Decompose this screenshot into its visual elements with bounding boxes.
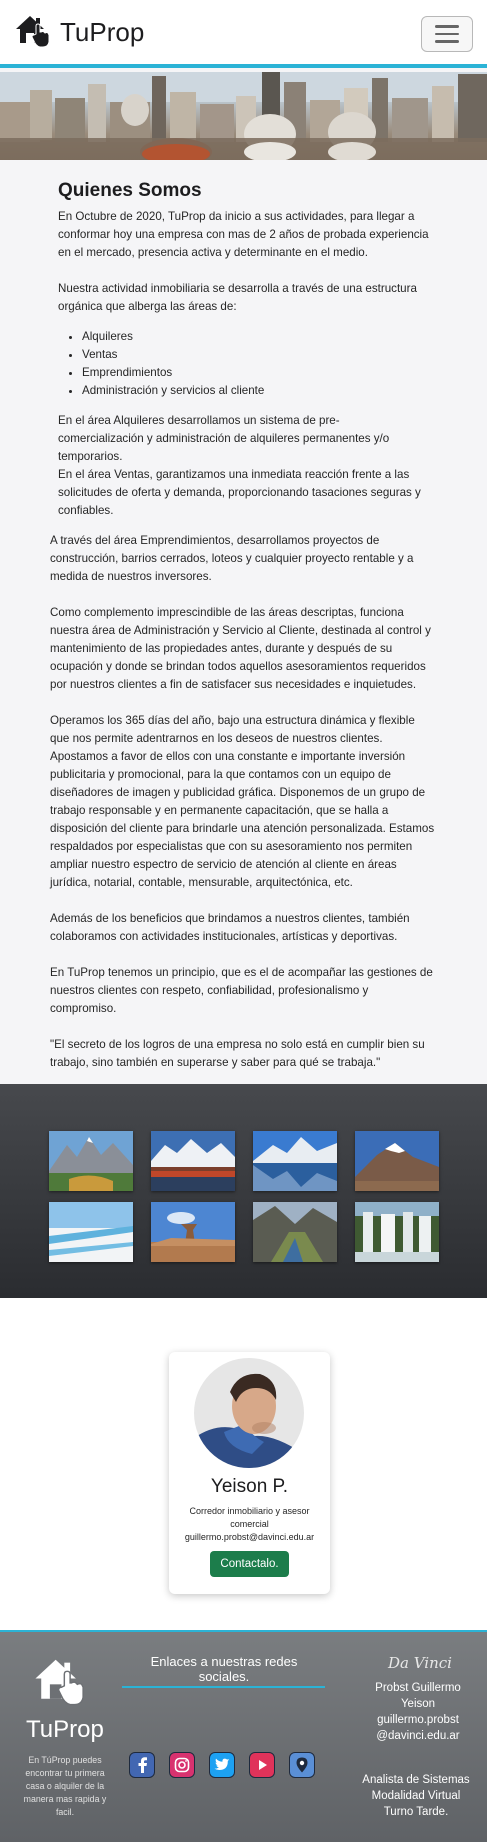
gallery-image-fitz-roy[interactable]	[49, 1131, 133, 1191]
credit-alias: Yeison	[400, 1698, 436, 1710]
credit-email-domain: @davinci.edu.ar	[376, 1730, 460, 1742]
list-item: • Administración y servicios al cliente	[82, 382, 264, 400]
list-item: • Alquileres	[82, 328, 264, 346]
facebook-icon[interactable]	[129, 1752, 155, 1778]
gallery-image-iguazu-falls[interactable]	[355, 1202, 439, 1262]
divider	[122, 1686, 325, 1688]
instagram-icon[interactable]	[169, 1752, 195, 1778]
credit-email-user: guillermo.probst	[377, 1714, 459, 1726]
course-shift: Turno Tarde.	[383, 1806, 449, 1818]
rentals-paragraph: En el área Alquileres desarrollamos un sistema de pre-comercialización y administración de alquileres permanentes y/o temporarios.	[58, 414, 390, 463]
social-links	[129, 1752, 315, 1778]
hamburger-line	[435, 25, 459, 28]
twitter-icon[interactable]	[209, 1752, 235, 1778]
about-structure: Nuestra actividad inmobiliaria se desarrolla a través de una estructura orgánica que alberga las áreas de:	[58, 282, 417, 313]
footer-credits	[363, 1680, 473, 1744]
about-title: Quienes Somos	[58, 180, 202, 201]
principle-paragraph: En TuProp tenemos un principio, que es el de acompañar las gestiones de nuestros clientes con respeto, confiabilidad, profesionalismo y compromiso.	[50, 966, 433, 1015]
gallery-image-salt-flats[interactable]	[49, 1202, 133, 1262]
gallery-image-aconcagua[interactable]	[355, 1131, 439, 1191]
gallery-image-ischigualasto[interactable]	[151, 1202, 235, 1262]
quote-paragraph: "El secreto de los logros de una empresa no solo está en cumplir bien su trabajo, sino también en superarse y saber para qué se trabaja."	[50, 1038, 425, 1069]
hero-city-image	[0, 72, 487, 160]
about-section	[0, 160, 487, 1084]
contact-button[interactable]: Contactalo.	[210, 1551, 289, 1577]
hamburger-line	[435, 40, 459, 43]
gallery-image-mountain-lake[interactable]	[253, 1131, 337, 1191]
school-logo: Da Vinci	[388, 1654, 452, 1672]
youtube-icon[interactable]	[249, 1752, 275, 1778]
operations-paragraph: Operamos los 365 días del año, bajo una estructura dinámica y flexible que nos permite adentrarnos en los deseos de nuestros clientes. Apostamos a favor de ellos con una constante e importante inversión publicitaria y promocional, para la que contamos con un equipo de diseñadores de imagen y publicidad gráfica. Disponemos de un grupo de trabajo responsable y en permanente capacitación, que se halla a disposición del cliente para brindarle una atención personalizada. Estamos respaldados por especialistas que con su asesoramiento nos permiten ampliar nuestro espectro de servicio de atención al cliente en áreas jurídica, notarial, contable, mensurable, arquitectónica, etc.	[50, 714, 435, 889]
about-intro: En Octubre de 2020, TuProp da inicio a sus actividades, para llegar a conformar hoy una empresa con mas de 2 años de probada experiencia en el mercado, presencia activa y determinante en el medio.	[58, 210, 429, 259]
menu-toggle-button[interactable]	[421, 16, 473, 52]
social-title: Enlaces a nuestras redes sociales.	[150, 1654, 298, 1684]
navbar	[0, 0, 487, 68]
home-hand-icon	[14, 12, 52, 53]
sales-paragraph: En el área Ventas, garantizamos una inmediata reacción frente a las solicitudes de oferta y demanda, proporcionando tasaciones seguras y confiables.	[58, 468, 421, 517]
list-item: • Emprendimientos	[82, 364, 264, 382]
avatar	[194, 1358, 304, 1468]
course-info	[357, 1772, 475, 1820]
footer-brand: TuProp	[26, 1716, 104, 1743]
course-career: Analista de Sistemas	[362, 1774, 470, 1786]
gallery-image-valley[interactable]	[253, 1202, 337, 1262]
list-item: • Ventas	[82, 346, 264, 364]
landscape-gallery	[0, 1084, 487, 1298]
brand-link[interactable]	[14, 12, 144, 53]
administration-paragraph: Como complemento imprescindible de las áreas descriptas, funciona nuestra área de Administración y Servicio al Cliente, destinada al control y mantenimiento de las propiedades antes, durante y después de su ocupación y donde se brindan todos aquellos asesoramientos requeridos por nuestros clientes a fin de satisfacer sus necesidades e inquietudes.	[50, 606, 431, 691]
agent-email: guillermo.probst@davinci.edu.ar	[184, 1532, 315, 1542]
benefits-paragraph: Además de los beneficios que brindamos a nuestros clientes, también colaboramos con actividades institucionales, artísticas y deportivas.	[50, 912, 410, 943]
gallery-image-ushuaia[interactable]	[151, 1131, 235, 1191]
agent-section	[0, 1298, 487, 1630]
footer	[0, 1630, 487, 1842]
course-mode: Modalidad Virtual	[371, 1790, 461, 1802]
agent-role: Corredor inmobiliario y asesor comercial	[189, 1506, 310, 1529]
areas-list	[82, 328, 264, 400]
credit-name: Probst Guillermo	[375, 1682, 461, 1694]
hamburger-line	[435, 33, 459, 36]
footer-description: En TúProp puedes encontrar tu primera casa o alquiler de la manera mas rapida y facil.	[23, 1755, 107, 1817]
developments-paragraph: A través del área Emprendimientos, desarrollamos proyectos de construcción, barrios cerrados, loteos y cualquier proyecto rentable y a medida de nuestros inversores.	[50, 534, 414, 583]
brand-name: TuProp	[60, 17, 145, 47]
location-pin-icon[interactable]	[289, 1752, 315, 1778]
home-hand-icon	[30, 1654, 90, 1711]
agent-card	[169, 1352, 330, 1594]
agent-name: Yeison P.	[210, 1476, 289, 1497]
